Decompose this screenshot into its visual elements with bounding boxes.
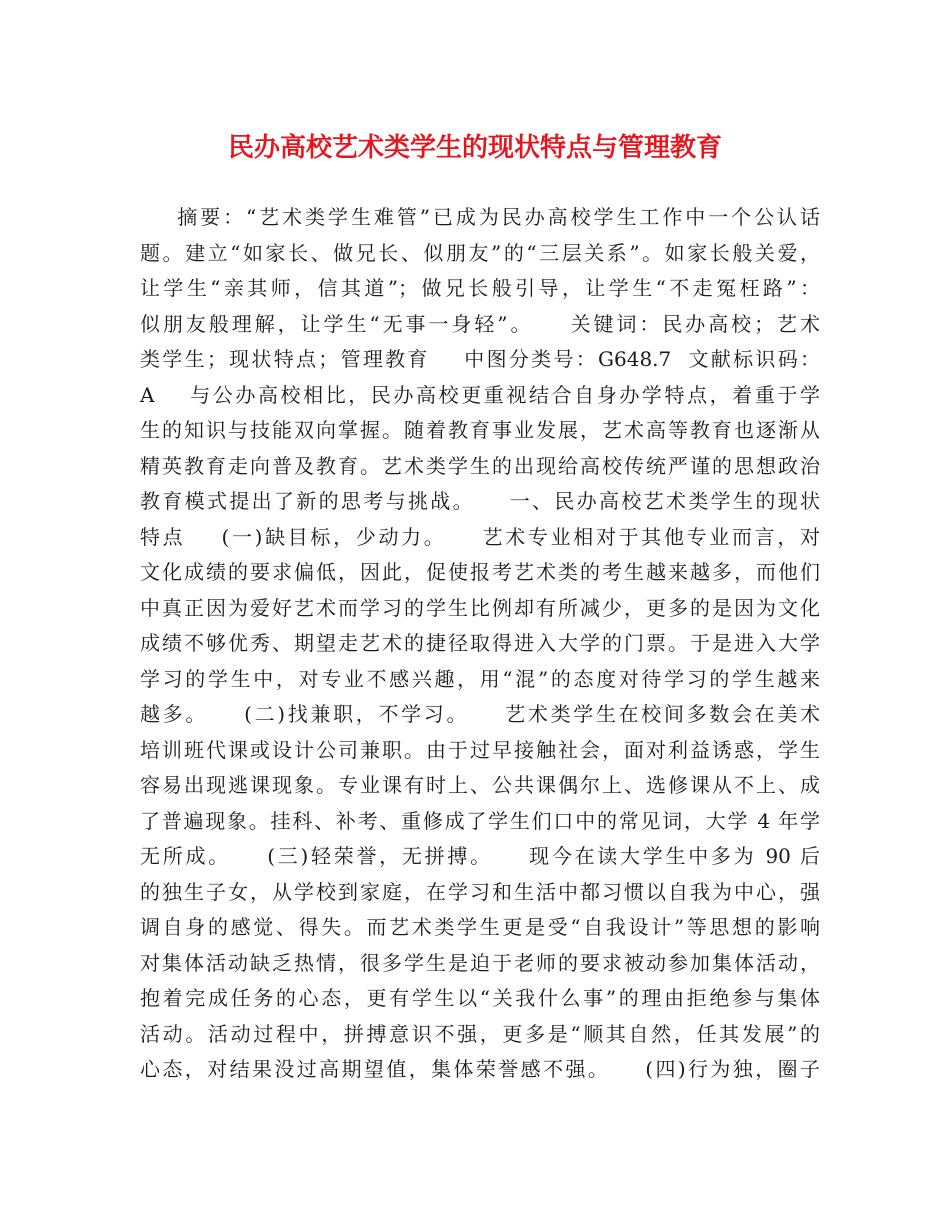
body-line: A 与公办高校相比，民办高校更重视结合自身办学特点，着重于学 [140, 382, 820, 407]
body-line: 摘要：“艺术类学生难管”已成为民办高校学生工作中一个公认话 [140, 205, 820, 229]
body-line: 学习的学生中，对专业不感兴趣，用“混”的态度对待学习的学生越来 [140, 666, 820, 691]
body-line: 题。建立“如家长、做兄长、似朋友”的“三层关系”。如家长般关爱， [140, 240, 820, 265]
body-line: 教育模式提出了新的思考与挑战。 一、民办高校艺术类学生的现状 [140, 489, 820, 513]
body-line: 容易出现逃课现象。专业课有时上、公共课偶尔上、选修课从不上、成 [140, 773, 820, 797]
body-line: 调自身的感觉、得失。而艺术类学生更是受“自我设计”等思想的影响 [140, 915, 820, 939]
body-line: 了普遍现象。挂科、补考、重修成了学生们口中的常见词，大学 4 年学 [140, 808, 820, 833]
body-line: 让学生“亲其师，信其道”；做兄长般引导，让学生“不走冤枉路”： [140, 276, 820, 300]
body-line: 成绩不够优秀、期望走艺术的捷径取得进入大学的门票。于是进入大学 [140, 631, 820, 655]
body-line: 对集体活动缺乏热情，很多学生是迫于老师的要求被动参加集体活动， [140, 950, 820, 975]
body-line: 培训班代课或设计公司兼职。由于过早接触社会，面对利益诱惑，学生 [140, 737, 820, 762]
body-line: 特点 (一)缺目标，少动力。 艺术专业相对于其他专业而言，对 [140, 524, 820, 549]
body-line: 无所成。 (三)轻荣誉，无拼搏。 现今在读大学生中多为 90 后 [140, 844, 820, 868]
body-line: 文化成绩的要求偏低，因此，促使报考艺术类的考生越来越多，而他们 [140, 560, 820, 584]
document-title: 民办高校艺术类学生的现状特点与管理教育 [227, 133, 722, 163]
body-line: 抱着完成任务的心态，更有学生以“关我什么事”的理由拒绝参与集体 [140, 986, 820, 1010]
body-line: 活动。活动过程中，拼搏意识不强，更多是“顺其自然，任其发展”的 [140, 1021, 820, 1046]
body-line: 精英教育走向普及教育。艺术类学生的出现给高校传统严谨的思想政治 [140, 453, 820, 478]
body-line: 中真正因为爱好艺术而学习的学生比例却有所减少，更多的是因为文化 [140, 595, 820, 620]
document-body [140, 200, 820, 1088]
body-line: 类学生；现状特点；管理教育 中图分类号：G648.7 文献标识码： [140, 347, 820, 371]
body-line: 生的知识与技能双向掌握。随着教育事业发展，艺术高等教育也逐渐从 [140, 418, 820, 442]
body-line: 心态，对结果没过高期望值，集体荣誉感不强。 (四)行为独，圈子 [140, 1057, 820, 1081]
body-line: 越多。 (二)找兼职，不学习。 艺术类学生在校间多数会在美术 [140, 702, 820, 726]
body-line: 的独生子女，从学校到家庭，在学习和生活中都习惯以自我为中心，强 [140, 879, 820, 904]
body-line: 似朋友般理解，让学生“无事一身轻”。 关键词：民办高校；艺术 [140, 311, 820, 336]
